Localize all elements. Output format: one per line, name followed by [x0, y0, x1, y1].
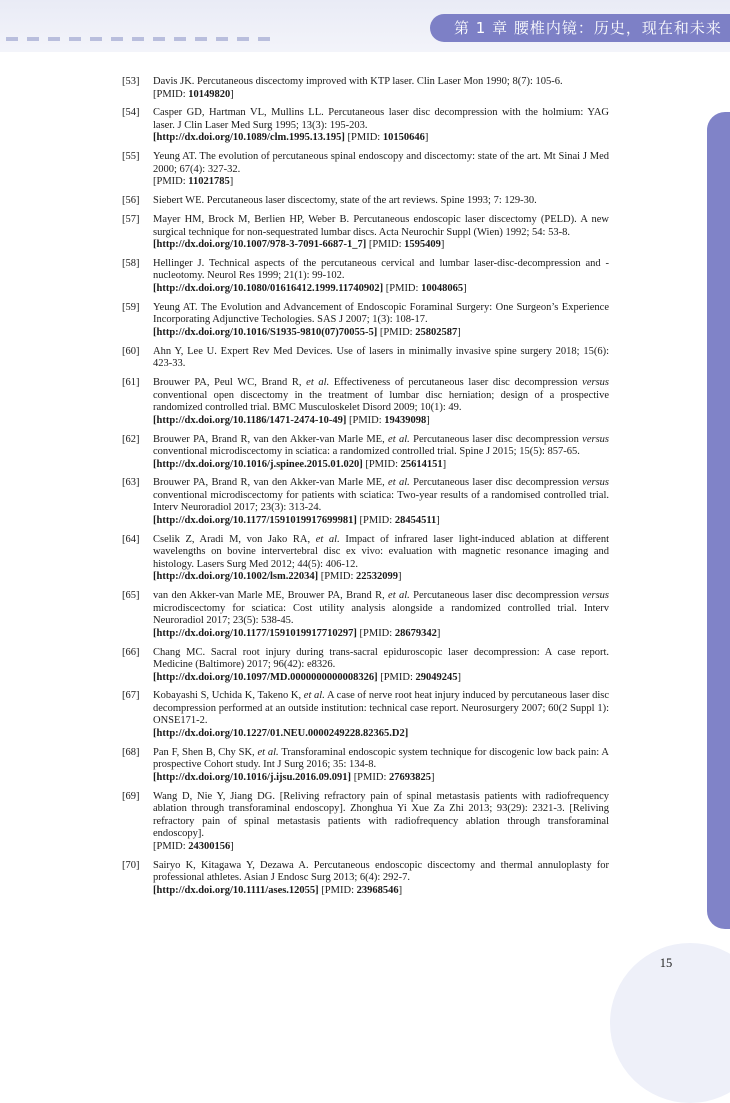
reference-segment: Hellinger J. Technical aspects of the percutaneous cervical and lumbar laser-disc-decompression and -nucleotomy. Neurol Res 1999; 21(1): 99-102.: [153, 257, 609, 282]
reference-segment: conventional open discectomy in the treatment of lumbar disc herniation; design of a prospective randomized controlled trial. BMC Musculoskelet Disord 2009; 10(1): 49.: [153, 389, 609, 414]
reference-identifier: [http://dx.doi.org/10.1016/j.ijsu.2016.09.091]: [153, 771, 352, 783]
reference-segment: Siebert WE. Percutaneous laser discectomy, state of the art reviews. Spine 1993; 7: 129-30.: [153, 195, 537, 207]
reference-item: [122, 791, 609, 854]
reference-segment: ]: [424, 132, 429, 144]
reference-text: [153, 477, 609, 527]
reference-segment: ]: [463, 282, 467, 294]
reference-identifier: 11021785: [188, 176, 230, 188]
reference-identifier: [http://dx.doi.org/10.1080/01616412.1999.11740902]: [153, 282, 384, 294]
reference-number: [65]: [122, 590, 140, 602]
reference-segment: [PMID:: [153, 88, 189, 100]
reference-item: [122, 76, 609, 101]
reference-segment: Percutaneous laser disc decompression: [409, 433, 583, 445]
reference-list: [122, 76, 609, 904]
reference-identifier: [http://dx.doi.org/10.1097/MD.0000000000008326]: [153, 671, 378, 683]
reference-segment: ]: [398, 884, 403, 896]
reference-emphasis: versus: [582, 377, 609, 389]
reference-text: [153, 258, 609, 296]
reference-number: [69]: [122, 790, 140, 802]
reference-identifier: 25614151: [400, 458, 443, 470]
reference-segment: ]: [442, 458, 447, 470]
reference-segment: Yeung AT. The evolution of percutaneous spinal endoscopy and discectomy: state of the art. Mt Sinai J Med 2000; 67(4): 327-32.: [153, 151, 609, 175]
reference-item: [122, 377, 609, 427]
reference-segment: [PMID:: [153, 176, 189, 188]
reference-segment: conventional microdiscectomy in sciatica: a randomized controlled trial. Spine J 2015; 15(5): 857-65.: [153, 446, 580, 458]
reference-segment: Brouwer PA, Brand R, van den Akker-van Marle ME,: [153, 477, 389, 489]
reference-text: [153, 791, 609, 854]
reference-item: [122, 860, 609, 898]
reference-segment: [PMID:: [346, 414, 385, 426]
reference-emphasis: et al.: [303, 690, 325, 702]
reference-segment: ]: [426, 414, 430, 426]
reference-text: [153, 534, 609, 584]
reference-number: [63]: [122, 477, 140, 489]
reference-text: [153, 346, 609, 371]
reference-segment: [PMID:: [318, 884, 357, 896]
reference-segment: van den Akker-van Marle ME, Brouwer PA, Brand R,: [153, 590, 389, 602]
reference-item: [122, 258, 609, 296]
reference-segment: ]: [457, 671, 462, 683]
reference-segment: Pan F, Shen B, Chy SK,: [153, 746, 258, 758]
reference-text: [153, 647, 609, 685]
reference-identifier: 1595409: [404, 239, 441, 251]
reference-text: [153, 214, 609, 252]
reference-number: [61]: [122, 377, 140, 389]
reference-text: [153, 195, 609, 208]
reference-segment: Effectiveness of percutaneous laser disc decompression: [329, 377, 583, 389]
reference-item: [122, 477, 609, 527]
reference-segment: [PMID:: [344, 132, 383, 144]
reference-segment: Transforaminal endoscopic system technique for discogenic low back pain: A prospective Cohort study. Int J Surg 2016; 35: 134-8.: [153, 746, 609, 771]
reference-segment: ]: [440, 239, 445, 251]
reference-number: [62]: [122, 433, 140, 445]
reference-identifier: 29049245: [415, 671, 458, 683]
reference-emphasis: et al.: [257, 746, 279, 758]
reference-item: [122, 195, 609, 208]
reference-segment: ]: [230, 840, 234, 852]
reference-number: [56]: [122, 195, 140, 207]
reference-text: [153, 860, 609, 898]
reference-item: [122, 534, 609, 584]
reference-item: [122, 590, 609, 640]
reference-text: [153, 76, 609, 101]
reference-text: [153, 434, 609, 472]
reference-segment: Wang D, Nie Y, Jiang DG. [Reliving refractory pain of spinal metastasis patients with radiofrequency ablation through transforaminal endoscopy]. Zhonghua Yi Xue Za Zhi 2013; 93(29): 2321-3. [Reliving refractory pain of spinal metastasis patients with radiofrequency ablation through transforaminal endoscopy].: [153, 790, 609, 840]
reference-identifier: [http://dx.doi.org/10.1007/978-3-7091-6687-1_7]: [153, 239, 367, 251]
reference-segment: ]: [436, 627, 441, 639]
reference-segment: [PMID:: [356, 514, 395, 526]
reference-segment: [PMID:: [351, 771, 389, 783]
reference-identifier: [http://dx.doi.org/10.1227/01.NEU.0000249228.82365.D2]: [153, 727, 409, 739]
reference-segment: Brouwer PA, Peul WC, Brand R,: [153, 377, 307, 389]
reference-identifier: 23968546: [356, 884, 399, 896]
reference-identifier: [http://dx.doi.org/10.1089/clm.1995.13.195]: [153, 132, 345, 144]
reference-item: [122, 302, 609, 340]
reference-segment: Brouwer PA, Brand R, van den Akker-van Marle ME,: [153, 433, 389, 445]
reference-segment: Impact of infrared laser light-induced ablation at different wavelengths on bovine intervertebral disc ex vivo: evaluation with magnetic resonance imaging and histology. Lasers Surg Med 2012; 44(5): 406-12.: [153, 533, 609, 570]
reference-identifier: 28679342: [394, 627, 437, 639]
reference-number: [55]: [122, 151, 140, 163]
reference-segment: ]: [430, 771, 435, 783]
reference-number: [64]: [122, 533, 140, 545]
reference-number: [53]: [122, 76, 140, 87]
reference-segment: [PMID:: [318, 571, 357, 583]
reference-item: [122, 647, 609, 685]
reference-segment: Percutaneous laser disc decompression: [409, 477, 583, 489]
reference-number: [54]: [122, 107, 140, 119]
reference-item: [122, 107, 609, 145]
reference-segment: ]: [457, 326, 461, 338]
reference-segment: ]: [230, 88, 234, 100]
reference-identifier: [http://dx.doi.org/10.1186/1471-2474-10-49]: [153, 414, 347, 426]
reference-emphasis: et al.: [306, 377, 330, 389]
reference-identifier: 10048065: [421, 282, 464, 294]
reference-text: [153, 747, 609, 785]
reference-segment: Yeung AT. The Evolution and Advancement of Endoscopic Foraminal Surgery: One Surgeon’s Experience Incorporating Adjunctive Techologies. SAS J 2007; 1(3): 108-17.: [153, 301, 609, 326]
reference-item: [122, 151, 609, 189]
reference-identifier: [http://dx.doi.org/10.1002/lsm.22034]: [153, 571, 319, 583]
reference-identifier: [http://dx.doi.org/10.1111/ases.12055]: [153, 884, 319, 896]
reference-identifier: 24300156: [188, 840, 231, 852]
reference-segment: Casper GD, Hartman VL, Mullins LL. Percutaneous laser disc decompression with the holmium: YAG laser. J Clin Laser Med Surg 1995; 13(3): 195-203.: [153, 107, 609, 131]
reference-item: [122, 690, 609, 740]
reference-emphasis: et al.: [315, 533, 340, 545]
reference-number: [66]: [122, 646, 140, 658]
reference-segment: Chang MC. Sacral root injury during trans-sacral epiduroscopic laser decompression: A case report. Medicine (Baltimore) 2017; 96(42): e8326.: [153, 646, 609, 671]
reference-identifier: 10150646: [382, 132, 425, 144]
reference-identifier: 22532099: [356, 571, 399, 583]
reference-identifier: 27693825: [388, 771, 431, 783]
reference-emphasis: versus: [582, 433, 610, 445]
chapter-title: 第 1 章 腰椎内镜：历史，现在和未来: [430, 14, 730, 42]
reference-segment: Percutaneous laser disc decompression: [409, 590, 583, 602]
page-number: 15: [659, 956, 673, 970]
reference-segment: Davis JK. Percutaneous discectomy improved with KTP laser. Clin Laser Mon 1990; 8(7): 105-6.: [153, 76, 563, 87]
reference-emphasis: et al.: [388, 433, 410, 445]
reference-identifier: [http://dx.doi.org/10.1177/1591019917710297]: [153, 627, 357, 639]
reference-emphasis: et al.: [388, 590, 410, 602]
reference-text: [153, 107, 609, 145]
reference-segment: [PMID:: [362, 458, 401, 470]
reference-identifier: 25802587: [415, 326, 458, 338]
reference-number: [60]: [122, 345, 140, 357]
reference-text: [153, 302, 609, 340]
reference-text: [153, 590, 609, 640]
reference-segment: Ahn Y, Lee U. Expert Rev Med Devices. Use of lasers in minimally invasive spine surgery 2018; 15(6): 423-33.: [153, 345, 609, 370]
reference-number: [70]: [122, 859, 140, 871]
reference-item: [122, 434, 609, 472]
reference-segment: A case of nerve root heat injury induced by percutaneous laser disc decompression performed at an outside institution: technical case report. Neurosurgery 2007; 60(2 Suppl 1): ONSE171-2.: [153, 690, 610, 727]
reference-identifier: 28454511: [394, 514, 437, 526]
reference-segment: [PMID:: [383, 282, 422, 294]
reference-identifier: 10149820: [188, 88, 231, 100]
reference-text: [153, 151, 609, 189]
reference-segment: Mayer HM, Brock M, Berlien HP, Weber B. Percutaneous endoscopic laser discectomy (PELD). A new surgical technique for non-sequestrated lumbar discs. Acta Neurochir Suppl (Wien) 1992; 54: 53-8.: [153, 214, 609, 238]
reference-identifier: [http://dx.doi.org/10.1016/S1935-9810(07)70055-5]: [153, 326, 378, 338]
reference-item: [122, 747, 609, 785]
reference-segment: microdiscectomy for sciatica: Cost utility analysis alongside a randomized controlled trial. Interv Neuroradiol 2017; 23(5): 538-45.: [153, 602, 609, 627]
reference-segment: ]: [229, 176, 234, 188]
side-decoration-bar: [707, 112, 730, 929]
reference-segment: [PMID:: [356, 627, 395, 639]
reference-segment: [PMID:: [377, 326, 416, 338]
reference-number: [59]: [122, 301, 140, 313]
reference-emphasis: versus: [582, 590, 610, 602]
reference-segment: [PMID:: [366, 239, 405, 251]
reference-segment: Sairyo K, Kitagawa Y, Dezawa A. Percutaneous endoscopic discectomy and thermal annuloplasty for professional athletes. Asian J Endosc Surg 2013; 6(4): 292-7.: [153, 859, 609, 884]
reference-segment: [PMID:: [153, 840, 189, 852]
reference-identifier: [http://dx.doi.org/10.1016/j.spinee.2015.01.020]: [153, 458, 363, 470]
reference-emphasis: versus: [582, 477, 610, 489]
reference-segment: [PMID:: [377, 671, 416, 683]
reference-segment: conventional microdiscectomy for patients with sciatica: Two-year results of a randomised controlled trial. Interv Neuroradiol 2017; 23(3): 313-24.: [153, 489, 609, 514]
reference-identifier: [http://dx.doi.org/10.1177/1591019917699981]: [153, 514, 357, 526]
reference-emphasis: et al.: [388, 477, 410, 489]
reference-segment: ]: [398, 571, 402, 583]
reference-segment: Cselik Z, Aradi M, von Jako RA,: [153, 533, 316, 545]
header-dashed-rule: [6, 37, 276, 41]
reference-number: [68]: [122, 746, 140, 758]
reference-segment: Kobayashi S, Uchida K, Takeno K,: [153, 690, 304, 702]
reference-number: [58]: [122, 257, 140, 269]
reference-identifier: 19439098: [384, 414, 427, 426]
reference-item: [122, 346, 609, 371]
reference-text: [153, 377, 609, 427]
reference-text: [153, 690, 609, 740]
reference-segment: ]: [436, 514, 440, 526]
reference-number: [67]: [122, 690, 140, 702]
reference-number: [57]: [122, 214, 140, 226]
reference-item: [122, 214, 609, 252]
